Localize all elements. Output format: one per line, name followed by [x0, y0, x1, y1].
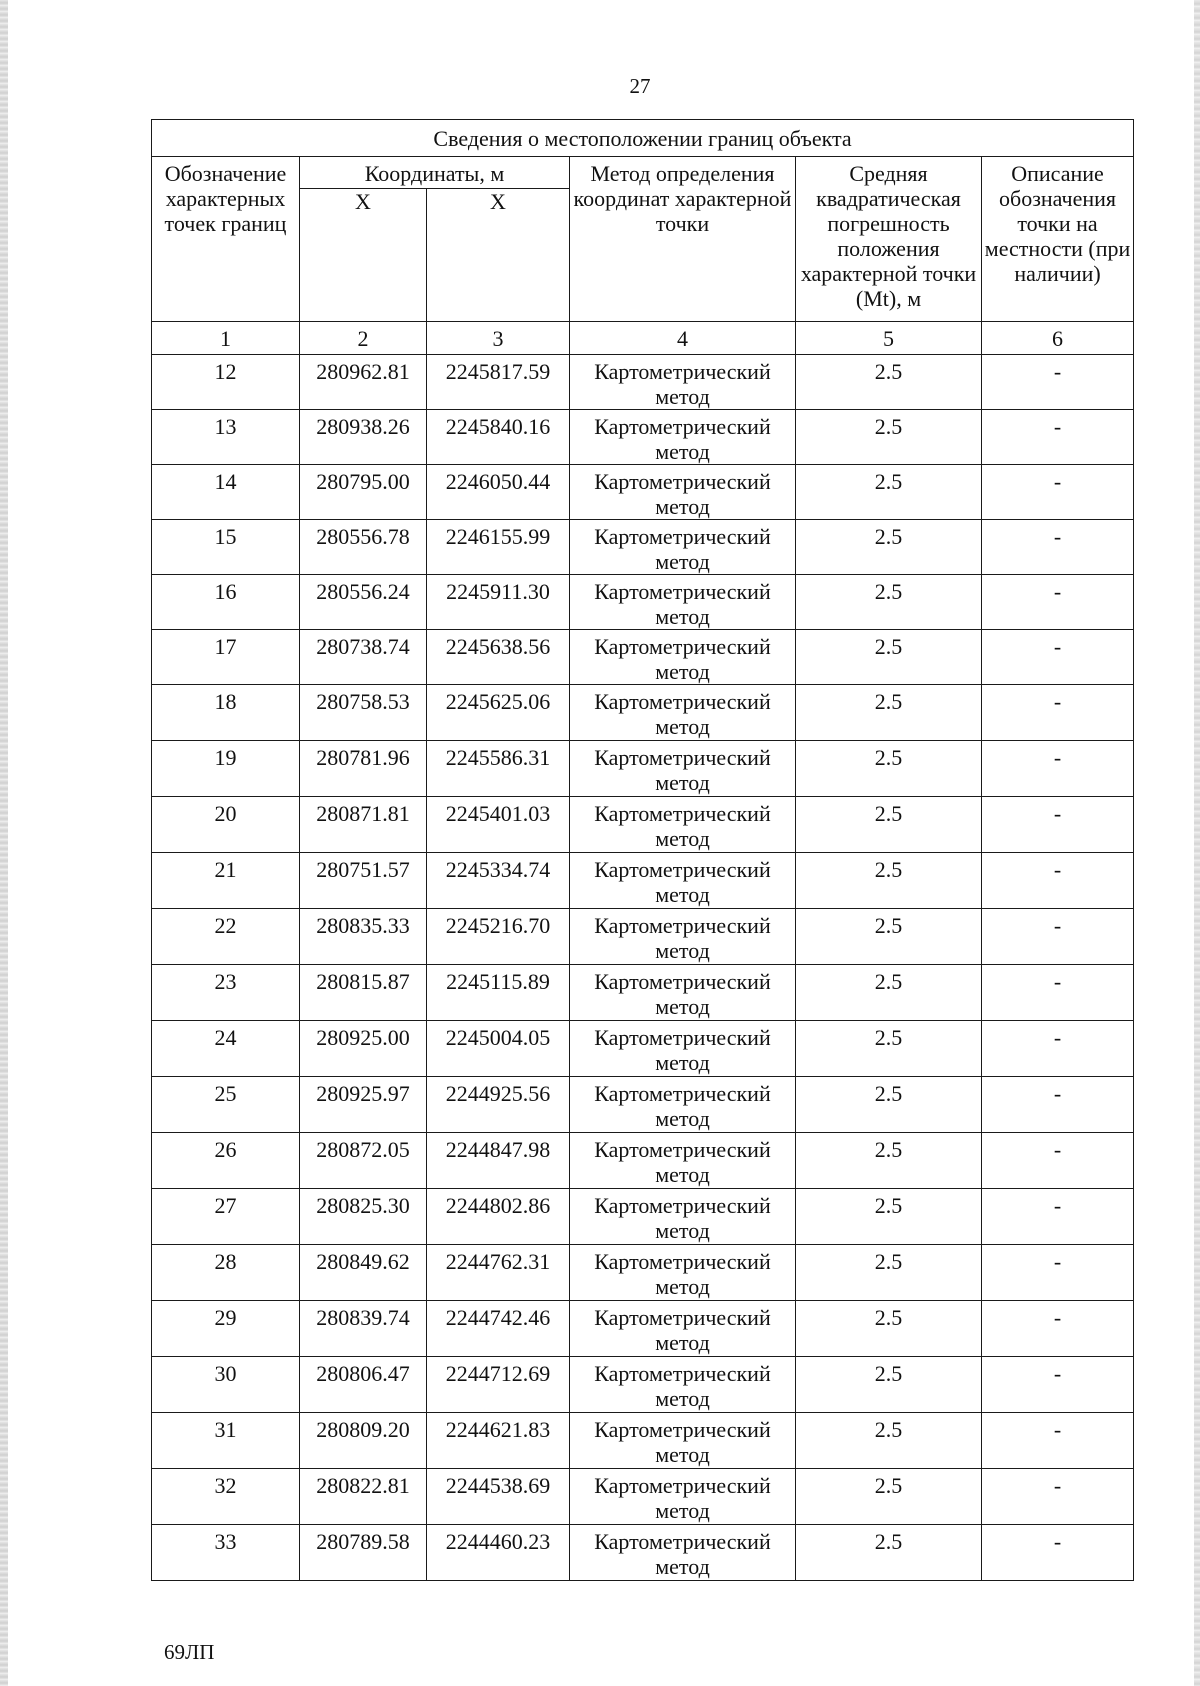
table-row [152, 797, 1134, 853]
header-point-designation: Обозначение характерных точек границ [152, 157, 300, 322]
point-designation-cell: 24 [152, 1021, 300, 1077]
header-method: Метод определения координат характерной точки [570, 157, 796, 322]
column-number-cell: 5 [796, 322, 982, 355]
x-coordinate-cell: 280925.00 [300, 1021, 427, 1077]
second-coordinate-cell: 2244538.69 [427, 1469, 570, 1525]
table-row [152, 630, 1134, 685]
x-coordinate-cell: 280871.81 [300, 797, 427, 853]
description-cell: - [982, 575, 1134, 630]
description-cell: - [982, 797, 1134, 853]
header-description: Описание обозначения точки на местности (при наличии) [982, 157, 1134, 322]
point-designation-cell: 26 [152, 1133, 300, 1189]
table-row [152, 1525, 1134, 1581]
method-cell: Картометрический метод [570, 355, 796, 410]
method-cell: Картометрический метод [570, 1077, 796, 1133]
second-coordinate-cell: 2245638.56 [427, 630, 570, 685]
mean-error-cell: 2.5 [796, 1021, 982, 1077]
mean-error-cell: 2.5 [796, 630, 982, 685]
boundary-coordinates-table [151, 119, 1134, 1581]
x-coordinate-cell: 280839.74 [300, 1301, 427, 1357]
second-coordinate-cell: 2244925.56 [427, 1077, 570, 1133]
method-cell: Картометрический метод [570, 575, 796, 630]
table-row [152, 1469, 1134, 1525]
second-coordinate-cell: 2244742.46 [427, 1301, 570, 1357]
second-coordinate-cell: 2244762.31 [427, 1245, 570, 1301]
table-row [152, 1133, 1134, 1189]
mean-error-cell: 2.5 [796, 685, 982, 741]
method-cell: Картометрический метод [570, 965, 796, 1021]
description-cell: - [982, 1301, 1134, 1357]
method-cell: Картометрический метод [570, 520, 796, 575]
point-designation-cell: 25 [152, 1077, 300, 1133]
column-number-cell: 2 [300, 322, 427, 355]
x-coordinate-cell: 280758.53 [300, 685, 427, 741]
second-coordinate-cell: 2244712.69 [427, 1357, 570, 1413]
mean-error-cell: 2.5 [796, 1525, 982, 1581]
mean-error-cell: 2.5 [796, 797, 982, 853]
table-row [152, 909, 1134, 965]
x-coordinate-cell: 280849.62 [300, 1245, 427, 1301]
method-cell: Картометрический метод [570, 797, 796, 853]
description-cell: - [982, 1357, 1134, 1413]
table-row [152, 741, 1134, 797]
method-cell: Картометрический метод [570, 1245, 796, 1301]
x-coordinate-cell: 280556.24 [300, 575, 427, 630]
description-cell: - [982, 1413, 1134, 1469]
description-cell: - [982, 1525, 1134, 1581]
point-designation-cell: 20 [152, 797, 300, 853]
point-designation-cell: 22 [152, 909, 300, 965]
header-mean-error: Средняя квадратическая погрешность положения характерной точки (Mt), м [796, 157, 982, 322]
table-title: Сведения о местоположении границ объекта [152, 120, 1134, 157]
second-coordinate-cell: 2245911.30 [427, 575, 570, 630]
second-coordinate-cell: 2245401.03 [427, 797, 570, 853]
mean-error-cell: 2.5 [796, 1189, 982, 1245]
table-row [152, 1357, 1134, 1413]
second-coordinate-cell: 2244847.98 [427, 1133, 570, 1189]
description-cell: - [982, 1021, 1134, 1077]
description-cell: - [982, 1469, 1134, 1525]
description-cell: - [982, 465, 1134, 520]
table-row [152, 685, 1134, 741]
mean-error-cell: 2.5 [796, 1469, 982, 1525]
description-cell: - [982, 410, 1134, 465]
second-coordinate-cell: 2245625.06 [427, 685, 570, 741]
x-coordinate-cell: 280809.20 [300, 1413, 427, 1469]
second-coordinate-cell: 2244460.23 [427, 1525, 570, 1581]
column-number-cell: 1 [152, 322, 300, 355]
second-coordinate-cell: 2245817.59 [427, 355, 570, 410]
scan-edge-right [1194, 0, 1200, 1686]
point-designation-cell: 14 [152, 465, 300, 520]
table-row [152, 1077, 1134, 1133]
point-designation-cell: 16 [152, 575, 300, 630]
second-coordinate-cell: 2244621.83 [427, 1413, 570, 1469]
second-coordinate-cell: 2245586.31 [427, 741, 570, 797]
x-coordinate-cell: 280806.47 [300, 1357, 427, 1413]
point-designation-cell: 29 [152, 1301, 300, 1357]
header-second-coordinate: X [427, 189, 570, 322]
column-number-cell: 4 [570, 322, 796, 355]
table-row [152, 1189, 1134, 1245]
table-row [152, 410, 1134, 465]
column-number-cell: 6 [982, 322, 1134, 355]
table-row [152, 853, 1134, 909]
description-cell: - [982, 909, 1134, 965]
x-coordinate-cell: 280825.30 [300, 1189, 427, 1245]
point-designation-cell: 23 [152, 965, 300, 1021]
mean-error-cell: 2.5 [796, 853, 982, 909]
mean-error-cell: 2.5 [796, 410, 982, 465]
table-row [152, 1301, 1134, 1357]
description-cell: - [982, 741, 1134, 797]
second-coordinate-cell: 2245216.70 [427, 909, 570, 965]
description-cell: - [982, 630, 1134, 685]
footer-code: 69ЛП [164, 1640, 215, 1664]
method-cell: Картометрический метод [570, 1469, 796, 1525]
method-cell: Картометрический метод [570, 410, 796, 465]
method-cell: Картометрический метод [570, 685, 796, 741]
second-coordinate-cell: 2246050.44 [427, 465, 570, 520]
page-number: 27 [629, 74, 651, 98]
mean-error-cell: 2.5 [796, 1077, 982, 1133]
method-cell: Картометрический метод [570, 1525, 796, 1581]
point-designation-cell: 13 [152, 410, 300, 465]
table-row [152, 1245, 1134, 1301]
point-designation-cell: 19 [152, 741, 300, 797]
description-cell: - [982, 1245, 1134, 1301]
method-cell: Картометрический метод [570, 909, 796, 965]
x-coordinate-cell: 280556.78 [300, 520, 427, 575]
point-designation-cell: 12 [152, 355, 300, 410]
mean-error-cell: 2.5 [796, 965, 982, 1021]
x-coordinate-cell: 280962.81 [300, 355, 427, 410]
mean-error-cell: 2.5 [796, 355, 982, 410]
mean-error-cell: 2.5 [796, 1357, 982, 1413]
mean-error-cell: 2.5 [796, 1413, 982, 1469]
x-coordinate-cell: 280925.97 [300, 1077, 427, 1133]
mean-error-cell: 2.5 [796, 741, 982, 797]
mean-error-cell: 2.5 [796, 909, 982, 965]
table-row [152, 465, 1134, 520]
x-coordinate-cell: 280738.74 [300, 630, 427, 685]
point-designation-cell: 32 [152, 1469, 300, 1525]
description-cell: - [982, 1077, 1134, 1133]
mean-error-cell: 2.5 [796, 1301, 982, 1357]
header-x-coordinate: X [300, 189, 427, 322]
point-designation-cell: 30 [152, 1357, 300, 1413]
table-row [152, 965, 1134, 1021]
method-cell: Картометрический метод [570, 1021, 796, 1077]
description-cell: - [982, 965, 1134, 1021]
description-cell: - [982, 355, 1134, 410]
column-number-row [152, 322, 1134, 355]
header-coordinates-group: Координаты, м [300, 157, 570, 189]
x-coordinate-cell: 280795.00 [300, 465, 427, 520]
point-designation-cell: 15 [152, 520, 300, 575]
table-row [152, 520, 1134, 575]
table-row [152, 355, 1134, 410]
point-designation-cell: 28 [152, 1245, 300, 1301]
second-coordinate-cell: 2244802.86 [427, 1189, 570, 1245]
method-cell: Картометрический метод [570, 741, 796, 797]
point-designation-cell: 27 [152, 1189, 300, 1245]
mean-error-cell: 2.5 [796, 575, 982, 630]
point-designation-cell: 31 [152, 1413, 300, 1469]
x-coordinate-cell: 280835.33 [300, 909, 427, 965]
second-coordinate-cell: 2245115.89 [427, 965, 570, 1021]
x-coordinate-cell: 280751.57 [300, 853, 427, 909]
mean-error-cell: 2.5 [796, 520, 982, 575]
x-coordinate-cell: 280789.58 [300, 1525, 427, 1581]
mean-error-cell: 2.5 [796, 1133, 982, 1189]
method-cell: Картометрический метод [570, 465, 796, 520]
second-coordinate-cell: 2246155.99 [427, 520, 570, 575]
table-row [152, 575, 1134, 630]
method-cell: Картометрический метод [570, 1357, 796, 1413]
second-coordinate-cell: 2245004.05 [427, 1021, 570, 1077]
x-coordinate-cell: 280872.05 [300, 1133, 427, 1189]
x-coordinate-cell: 280938.26 [300, 410, 427, 465]
mean-error-cell: 2.5 [796, 465, 982, 520]
description-cell: - [982, 853, 1134, 909]
table-body [152, 355, 1134, 1581]
description-cell: - [982, 1189, 1134, 1245]
method-cell: Картометрический метод [570, 630, 796, 685]
x-coordinate-cell: 280781.96 [300, 741, 427, 797]
point-designation-cell: 21 [152, 853, 300, 909]
method-cell: Картометрический метод [570, 1133, 796, 1189]
point-designation-cell: 18 [152, 685, 300, 741]
scan-edge-left [0, 0, 8, 1686]
method-cell: Картометрический метод [570, 1413, 796, 1469]
point-designation-cell: 33 [152, 1525, 300, 1581]
column-number-cell: 3 [427, 322, 570, 355]
method-cell: Картометрический метод [570, 853, 796, 909]
method-cell: Картометрический метод [570, 1301, 796, 1357]
x-coordinate-cell: 280822.81 [300, 1469, 427, 1525]
x-coordinate-cell: 280815.87 [300, 965, 427, 1021]
description-cell: - [982, 685, 1134, 741]
table-row [152, 1021, 1134, 1077]
method-cell: Картометрический метод [570, 1189, 796, 1245]
description-cell: - [982, 520, 1134, 575]
mean-error-cell: 2.5 [796, 1245, 982, 1301]
table-row [152, 1413, 1134, 1469]
point-designation-cell: 17 [152, 630, 300, 685]
description-cell: - [982, 1133, 1134, 1189]
second-coordinate-cell: 2245334.74 [427, 853, 570, 909]
second-coordinate-cell: 2245840.16 [427, 410, 570, 465]
